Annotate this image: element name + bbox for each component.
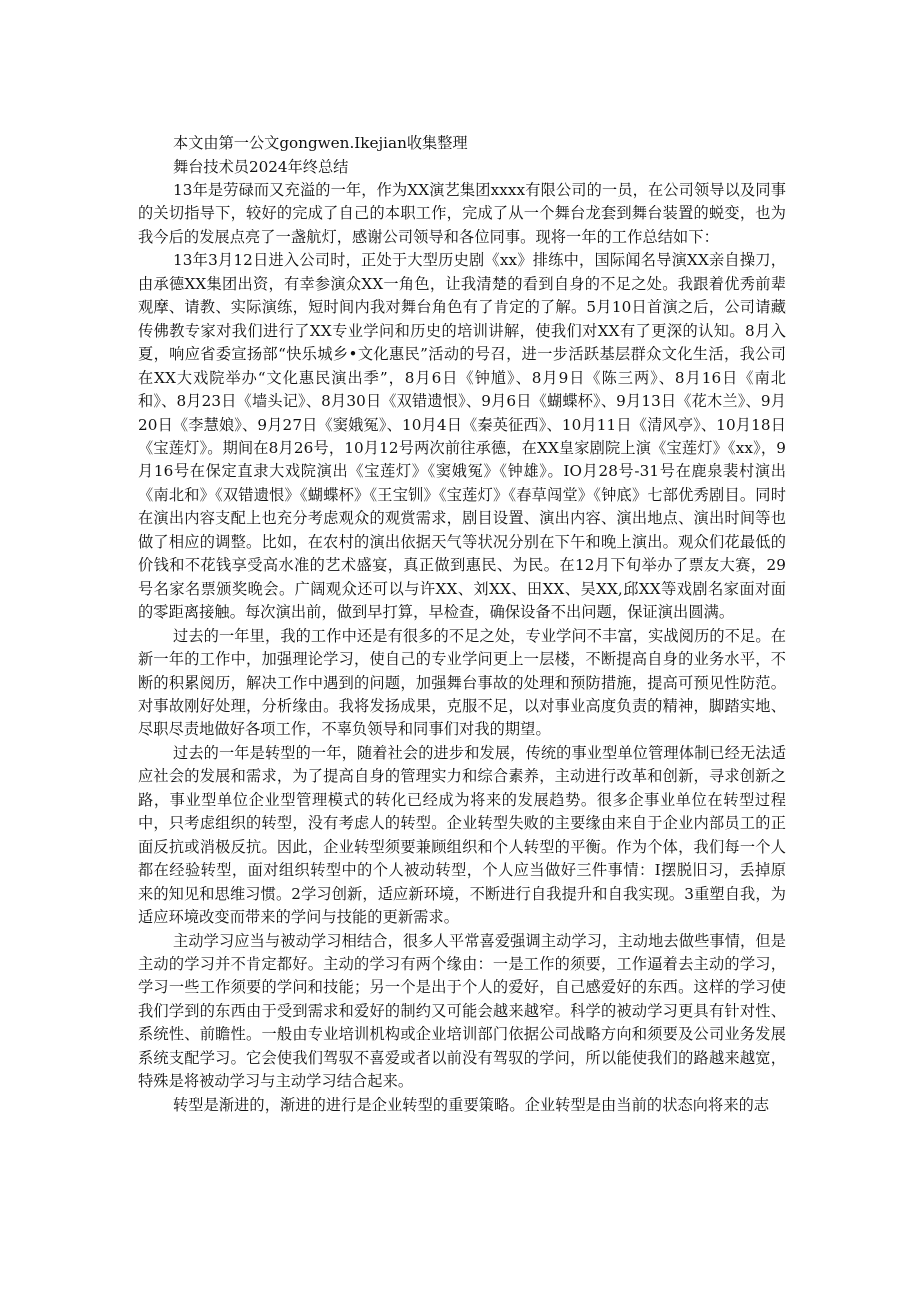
paragraph-transformation: 过去的一年是转型的一年，随着社会的进步和发展，传统的事业型单位管理体制已经无法适应社会的发展和需求，为了提高自身的管理实力和综合素养，主动进行改革和创新，寻求创新之路，事业型单位企业型管理模式的转化已经成为将来的发展趋势。很多企事业单位在转型过程中，只考虑组织的转型，没有考虑人的转型。企业转型失败的主要缘由来自于企业内部员工的正面反抗或消极反抗。因此，企业转型须要兼顾组织和个人转型的平衡。作为个体，我们每一个人都在经验转型，面对组织转型中的个人被动转型，个人应当做好三件事情：I摆脱旧习，丢掉原来的知见和思维习惯。2学习创新，适应新环境，不断进行自我提升和自我实现。3重塑自我，为适应环境改变而带来的学问与技能的更新需求。	[138, 743, 786, 927]
paragraph-intro: 13年是劳碌而又充溢的一年，作为XX演艺集团xxxx有限公司的一员，在公司领导以及同事的关切指导下，较好的完成了自己的本职工作，完成了从一个舞台龙套到舞台装置的蜕变，也为我今后的发展点亮了一盏航灯，感谢公司领导和各位同事。现将一年的工作总结如下：	[138, 181, 786, 246]
paragraph-work-record: 13年3月12日进入公司时，正处于大型历史剧《xx》排练中，国际闻名导演XX亲自操刀，由承德XX集团出资，有幸参演众XX一角色，让我清楚的看到自身的不足之处。我跟着优秀前辈观摩、请教、实际演练，短时间内我对舞台角色有了肯定的了解。5月10日首演之后，公司请藏传佛教专家对我们进行了XX专业学问和历史的培训讲解，使我们对XX有了更深的认知。8月入夏，响应省委宣扬部“快乐城乡•文化惠民”活动的号召，进一步活跃基层群众文化生活，我公司在XX大戏院举办“文化惠民演出季”，8月6日《钟馗》、8月9日《陈三两》、8月16日《南北和》、8月23日《墙头记》、8月30日《双错遗恨》、9月6日《蝴蝶杯》、9月13日《花木兰》、9月20日《李慧娘》、9月27日《窦娥冤》、10月4日《秦英征西》、10月11日《清风亭》、10月18日《宝莲灯》。期间在8月26号，10月12号两次前往承德，在XX皇家剧院上演《宝莲灯》《xx》，9月16号在保定直隶大戏院演出《宝莲灯》《窦娥冤》《钟雄》。IO月28号-31号在鹿泉裴村演出《南北和》《双错遗恨》《蝴蝶杯》《王宝钏》《宝莲灯》《春草闯堂》《钟底》七部优秀剧目。同时在演出内容支配上也充分考虑观众的观赏需求，剧目设置、演出内容、演出地点、演出时间等也做了相应的调整。比如，在农村的演出依据天气等状况分别在下午和晚上演出。观众们花最低的价钱和不花钱享受高水准的艺术盛宴，真正做到惠民、为民。在12月下旬举办了票友大赛，29号名家名票颁奖晚会。广阔观众还可以与许XX、刘XX、田XX、吴XX,邱XX等戏剧名家面对面的零距离接触。每次演出前，做到早打算，早检查，确保设备不出问题，保证演出圆满。	[138, 251, 786, 622]
source-note: 本文由第一公文gongwen.Ikejian收集整理	[173, 134, 468, 152]
paragraph-shortcomings: 过去的一年里，我的工作中还是有很多的不足之处，专业学问不丰富，实战阅历的不足。在新一年的工作中，加强理论学习，使自己的专业学问更上一层楼，不断提高自身的业务水平，不断的积累阅历，解决工作中遇到的问题，加强舞台事故的处理和预防措施，提高可预见性防范。对事故刚好处理，分析缘由。我将发扬成果，克服不足，以对事业高度负责的精神，脚踏实地、尽职尽责地做好各项工作，不辜负领导和同事们对我的期望。	[138, 626, 786, 739]
paragraph-gradual: 转型是渐进的，渐进的进行是企业转型的重要策略。企业转型是由当前的状态向将来的志	[173, 1095, 770, 1114]
document-title: 舞台技术员2024年终总结	[173, 157, 349, 176]
document-page	[138, 132, 786, 1117]
paragraph-learning: 主动学习应当与被动学习相结合，很多人平常喜爱强调主动学习，主动地去做些事情，但是主动的学习并不肯定都好。主动的学习有两个缘由：一是工作的须要，工作逼着去主动的学习，学习一些工作须要的学问和技能；另一个是出于个人的爱好，自己感爱好的东西。这样的学习使我们学到的东西由于受到需求和爱好的制约又可能会越来越窄。科学的被动学习更具有针对性、系统性、前瞻性。一般由专业培训机构或企业培训部门依据公司战略方向和须要及公司业务发展系统支配学习。它会使我们驾驭不喜爱或者以前没有驾驭的学问，所以能使我们的路越来越宽，特殊是将被动学习与主动学习结合起来。	[138, 931, 786, 1091]
